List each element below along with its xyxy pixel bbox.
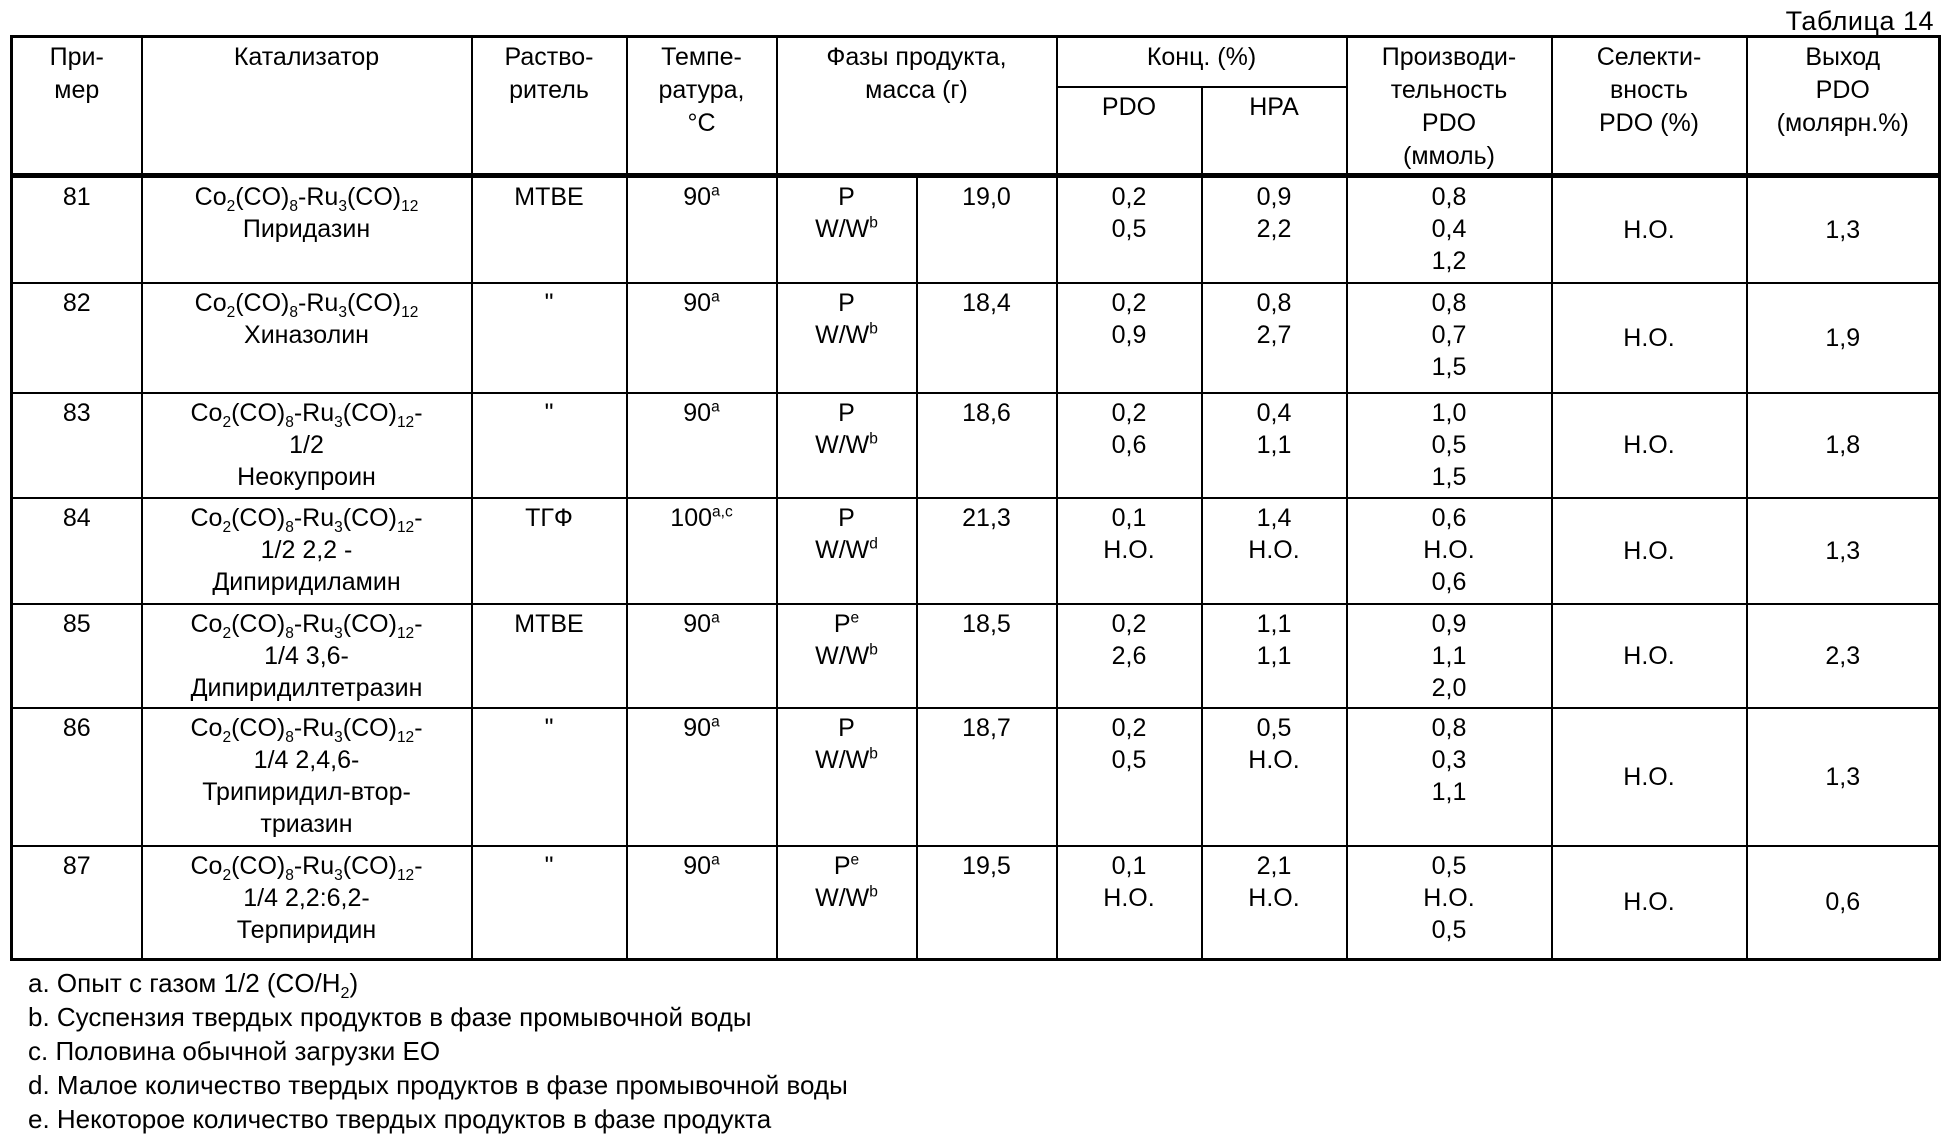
cell-pdo: 0,2 0,5 — [1057, 708, 1202, 846]
cell-catalyst: $Co_2(CO)_8-Ru_3(CO)_{12}$ Хиназолин — [142, 283, 472, 393]
cell-temperature: 90$^a$ — [627, 604, 777, 708]
cell-productivity: 0,5 Н.О. 0,5 — [1347, 846, 1552, 960]
cell-yield: 1,8 — [1747, 393, 1940, 498]
cell-phase: P $W/W^b$ — [777, 176, 917, 283]
cell-solvent: MTBE — [472, 176, 627, 283]
cell-mass: 19,5 — [917, 846, 1057, 960]
cell-yield: 1,3 — [1747, 498, 1940, 604]
cell-example: 82 — [12, 283, 142, 393]
header-temperature: Темпе- ратура, °C — [627, 37, 777, 176]
cell-pdo: 0,2 0,5 — [1057, 176, 1202, 283]
cell-hpa: 0,8 2,7 — [1202, 283, 1347, 393]
cell-solvent: MTBE — [472, 604, 627, 708]
cell-example: 84 — [12, 498, 142, 604]
header-conc-pdo: PDO — [1057, 87, 1202, 176]
cell-catalyst: $Co_2(CO)_8-Ru_3(CO)_{12}-$ 1/4 3,6- Дипиридилтетразин — [142, 604, 472, 708]
table-row — [12, 498, 1940, 604]
table-row — [12, 393, 1940, 498]
cell-solvent: " — [472, 393, 627, 498]
cell-temperature: 90$^a$ — [627, 708, 777, 846]
cell-selectivity: Н.О. — [1552, 393, 1747, 498]
table-body — [12, 176, 1940, 960]
footnote: d. Малое количество твердых продуктов в фазе промывочной воды — [28, 1070, 848, 1100]
cell-selectivity: Н.О. — [1552, 498, 1747, 604]
cell-hpa: 2,1 Н.О. — [1202, 846, 1347, 960]
table-row — [12, 283, 1940, 393]
cell-pdo: 0,2 0,6 — [1057, 393, 1202, 498]
cell-solvent: " — [472, 846, 627, 960]
table-title: Таблица 14 — [1785, 6, 1934, 36]
cell-temperature: 100$^{a,c}$ — [627, 498, 777, 604]
footnote: e. Некоторое количество твердых продуктов в фазе продукта — [28, 1104, 772, 1134]
cell-solvent: ТГФ — [472, 498, 627, 604]
cell-phase: P $W/W^b$ — [777, 393, 917, 498]
cell-selectivity: Н.О. — [1552, 604, 1747, 708]
table-row — [12, 604, 1940, 708]
header-conc: Конц. (%) — [1057, 37, 1347, 87]
cell-example: 86 — [12, 708, 142, 846]
header-productivity: Производи- тельность PDO (ммоль) — [1347, 37, 1552, 176]
cell-phase: $P^e$ $W/W^b$ — [777, 846, 917, 960]
cell-pdo: 0,2 2,6 — [1057, 604, 1202, 708]
cell-hpa: 0,4 1,1 — [1202, 393, 1347, 498]
table-row — [12, 176, 1940, 283]
cell-example: 87 — [12, 846, 142, 960]
cell-productivity: 0,9 1,1 2,0 — [1347, 604, 1552, 708]
table-row — [12, 708, 1940, 846]
cell-productivity: 0,8 0,4 1,2 — [1347, 176, 1552, 283]
header-phases_mass: Фазы продукта, масса (г) — [777, 37, 1057, 176]
cell-hpa: 0,5 Н.О. — [1202, 708, 1347, 846]
cell-example: 83 — [12, 393, 142, 498]
cell-mass: 18,4 — [917, 283, 1057, 393]
cell-catalyst: $Co_2(CO)_8-Ru_3(CO)_{12}-$ 1/2 Неокупроин — [142, 393, 472, 498]
cell-temperature: 90$^a$ — [627, 393, 777, 498]
cell-mass: 18,7 — [917, 708, 1057, 846]
cell-yield: 1,9 — [1747, 283, 1940, 393]
cell-pdo: 0,1 Н.О. — [1057, 846, 1202, 960]
cell-phase: P $W/W^d$ — [777, 498, 917, 604]
table-header — [12, 37, 1940, 176]
cell-mass: 18,5 — [917, 604, 1057, 708]
footnote: b. Суспензия твердых продуктов в фазе промывочной воды — [28, 1002, 752, 1032]
header-solvent: Раство- ритель — [472, 37, 627, 176]
cell-selectivity: Н.О. — [1552, 283, 1747, 393]
cell-hpa: 0,9 2,2 — [1202, 176, 1347, 283]
cell-productivity: 1,0 0,5 1,5 — [1347, 393, 1552, 498]
cell-temperature: 90$^a$ — [627, 846, 777, 960]
cell-phase: P $W/W^b$ — [777, 708, 917, 846]
table-row — [12, 846, 1940, 960]
cell-hpa: 1,1 1,1 — [1202, 604, 1347, 708]
cell-mass: 21,3 — [917, 498, 1057, 604]
cell-mass: 19,0 — [917, 176, 1057, 283]
cell-temperature: 90$^a$ — [627, 176, 777, 283]
cell-mass: 18,6 — [917, 393, 1057, 498]
cell-solvent: " — [472, 283, 627, 393]
cell-phase: $P^e$ $W/W^b$ — [777, 604, 917, 708]
header-selectivity: Селекти- вность PDO (%) — [1552, 37, 1747, 176]
header-example: При- мер — [12, 37, 142, 176]
cell-productivity: 0,6 Н.О. 0,6 — [1347, 498, 1552, 604]
cell-selectivity: Н.О. — [1552, 708, 1747, 846]
cell-yield: 0,6 — [1747, 846, 1940, 960]
footnotes — [28, 966, 848, 1136]
cell-hpa: 1,4 Н.О. — [1202, 498, 1347, 604]
cell-catalyst: $Co_2(CO)_8-Ru_3(CO)_{12}-$ 1/4 2,2:6,2- Терпиридин — [142, 846, 472, 960]
results-table — [10, 35, 1941, 961]
cell-catalyst: $Co_2(CO)_8-Ru_3(CO)_{12}-$ 1/2 2,2 - Дипиридиламин — [142, 498, 472, 604]
cell-yield: 2,3 — [1747, 604, 1940, 708]
cell-selectivity: Н.О. — [1552, 846, 1747, 960]
header-conc-hpa: HPA — [1202, 87, 1347, 176]
footnote: c. Половина обычной загрузки ЕО — [28, 1036, 441, 1066]
cell-productivity: 0,8 0,7 1,5 — [1347, 283, 1552, 393]
cell-catalyst: $Co_2(CO)_8-Ru_3(CO)_{12}$ Пиридазин — [142, 176, 472, 283]
cell-catalyst: $Co_2(CO)_8-Ru_3(CO)_{12}-$ 1/4 2,4,6- Трипиридил-втор- триазин — [142, 708, 472, 846]
cell-selectivity: Н.О. — [1552, 176, 1747, 283]
footnote: a. Опыт с газом 1/2 $(CO/H_2)$ — [28, 968, 359, 1003]
cell-productivity: 0,8 0,3 1,1 — [1347, 708, 1552, 846]
header-yield: Выход PDO (молярн.%) — [1747, 37, 1940, 176]
header-catalyst: Катализатор — [142, 37, 472, 176]
cell-pdo: 0,1 Н.О. — [1057, 498, 1202, 604]
cell-temperature: 90$^a$ — [627, 283, 777, 393]
cell-pdo: 0,2 0,9 — [1057, 283, 1202, 393]
cell-example: 81 — [12, 176, 142, 283]
cell-solvent: " — [472, 708, 627, 846]
cell-yield: 1,3 — [1747, 176, 1940, 283]
cell-example: 85 — [12, 604, 142, 708]
cell-yield: 1,3 — [1747, 708, 1940, 846]
cell-phase: P $W/W^b$ — [777, 283, 917, 393]
